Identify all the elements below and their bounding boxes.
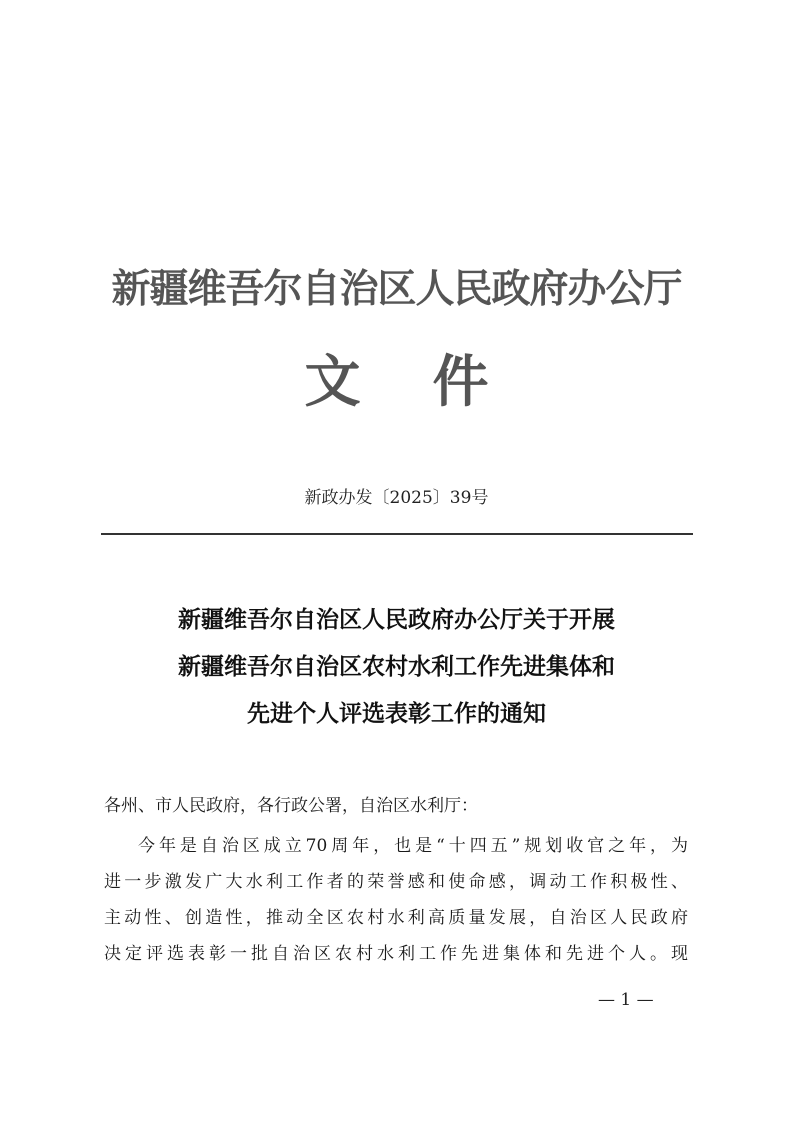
body-line-2: 进一步激发广大水利工作者的荣誉感和使命感，调动工作积极性、 [104,872,688,892]
addressee-line: 各州、市人民政府，各行政公署，自治区水利厅： [104,796,478,816]
body-line-1: 今年是自治区成立70周年，也是“十四五”规划收官之年，为 [138,836,688,856]
body-line-4: 决定评选表彰一批自治区农村水利工作先进集体和先进个人。现 [104,944,688,964]
document-number: 新政办发〔2025〕39号 [304,488,489,508]
header-separator-line [101,533,693,535]
page-number: — 1 — [598,990,654,1010]
body-line-3: 主动性、创造性，推动全区农村水利高质量发展，自治区人民政府 [104,908,688,928]
body-paragraph [104,828,688,972]
title-line-1: 新疆维吾尔自治区人民政府办公厅关于开展 [178,606,615,633]
issuer-header: 新疆维吾尔自治区人民政府办公厅 [111,266,682,312]
document-title [0,596,793,737]
title-line-3: 先进个人评选表彰工作的通知 [247,700,546,727]
title-line-2: 新疆维吾尔自治区农村水利工作先进集体和 [178,653,615,680]
document-label: 文件 [304,349,561,415]
